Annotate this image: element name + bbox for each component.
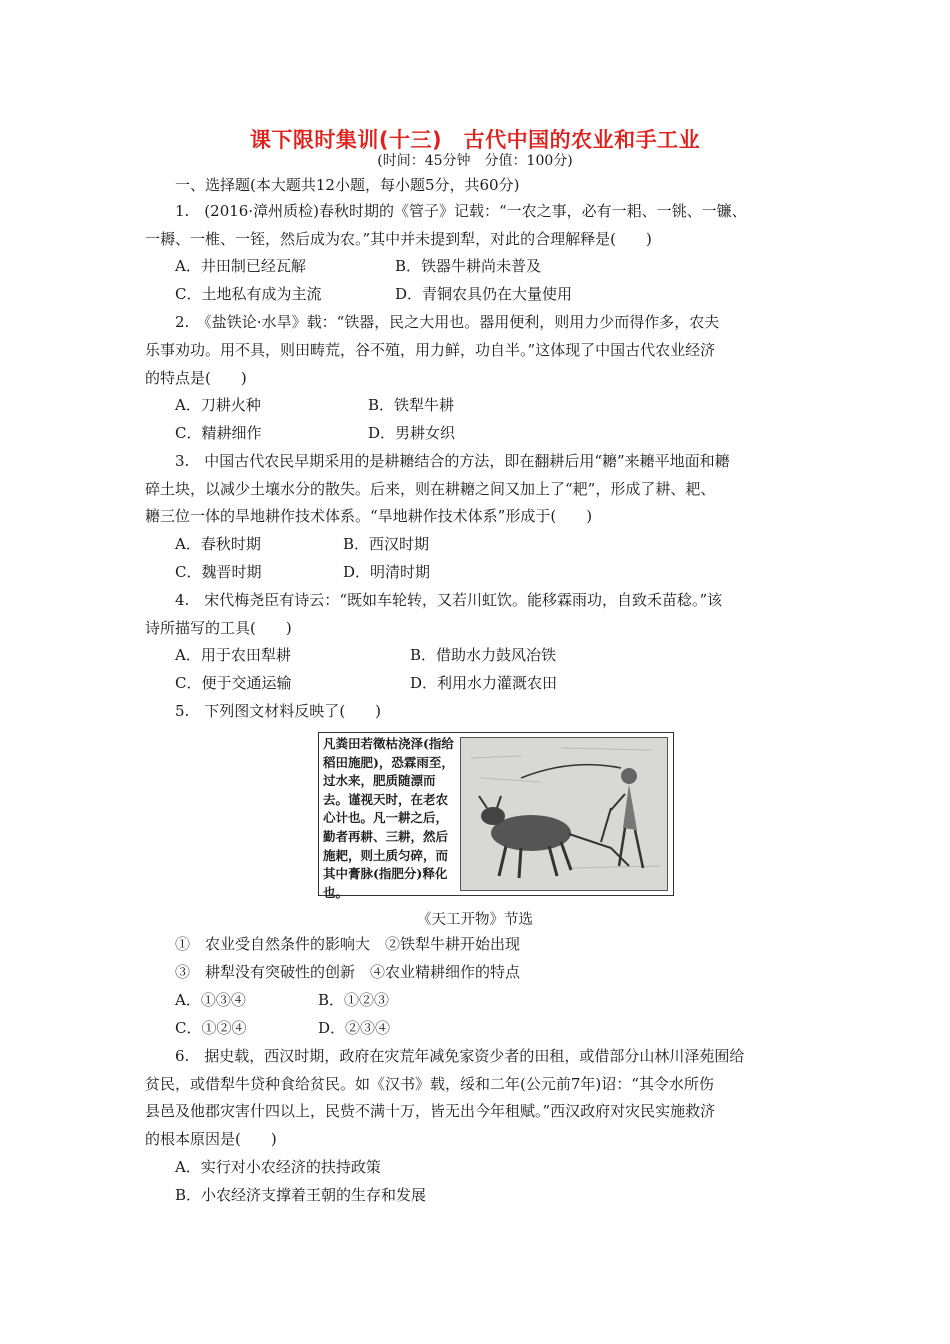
- question-1-line-2: 一耨、一椎、一铚，然后成为农。”其中并未提到犁，对此的合理解释是( ): [145, 230, 652, 248]
- figure-excerpt-text: 凡粪田若徵枯浇泽(指给稻田施肥)，恐霖雨至，过水来，肥质随漂而去。谨视天时，在老农心计也。凡一耕之后，勤者再耕、三耕，然后施耙，则土质匀碎，而其中膏脉(指肥分)释化也。: [323, 736, 454, 900]
- question-3-line-1: 3. 中国古代农民早期采用的是耕耱结合的方法，即在翻耕后用“耱”来耱平地面和耱: [175, 452, 730, 470]
- question-4-option-c: C．便于交通运输: [175, 674, 292, 692]
- question-2-option-b: B．铁犁牛耕: [368, 396, 455, 414]
- question-3-option-b: B．西汉时期: [343, 535, 430, 553]
- question-3-option-d: D．明清时期: [343, 563, 431, 581]
- question-5-statement-1: ① 农业受自然条件的影响大 ②铁犁牛耕开始出现: [175, 935, 521, 953]
- question-4-line-2: 诗所描写的工具( ): [145, 619, 292, 637]
- question-3-line-2: 碎土块，以减少土壤水分的散失。后来，则在耕耱之间又加上了“耙”，形成了耕、耙、: [145, 480, 716, 498]
- question-2-option-c: C．精耕细作: [175, 424, 262, 442]
- question-3-line-3: 耱三位一体的旱地耕作技术体系。“旱地耕作技术体系”形成于( ): [145, 507, 593, 525]
- question-1-option-c: C．土地私有成为主流: [175, 285, 322, 303]
- page-title: 课下限时集训(十三) 古代中国的农业和手工业: [249, 128, 701, 152]
- question-1-option-d: D．青铜农具仍在大量使用: [395, 285, 573, 303]
- question-5-option-d: D．②③④: [318, 1019, 391, 1037]
- question-5-option-b: B．①②③: [318, 991, 390, 1009]
- question-1-option-b: B．铁器牛耕尚未普及: [395, 257, 542, 275]
- question-2-line-2: 乐事劝功。用不具，则田畴荒，谷不殖，用力鲜，功自半。”这体现了中国古代农业经济: [145, 341, 716, 359]
- question-3-option-c: C．魏晋时期: [175, 563, 262, 581]
- question-6-line-1: 6. 据史载，西汉时期，政府在灾荒年减免家资少者的田租，或借部分山林川泽苑囿给: [175, 1047, 745, 1065]
- question-4-option-d: D．利用水力灌溉农田: [410, 674, 558, 692]
- question-4-line-1: 4. 宋代梅尧臣有诗云：“既如车轮转，又若川虹饮。能移霖雨功，自致禾苗稔。”该: [175, 591, 723, 609]
- ox-plough-illustration: [460, 737, 668, 891]
- question-1-option-a: A．井田制已经瓦解: [175, 257, 306, 275]
- question-5-statement-2: ③ 耕犁没有突破性的创新 ④农业精耕细作的特点: [175, 963, 521, 981]
- figure-caption: 《天工开物》节选: [417, 912, 533, 928]
- page-subtitle: (时间：45分钟 分值：100分): [377, 153, 573, 169]
- question-2-option-a: A．刀耕火种: [175, 396, 261, 414]
- question-2-line-1: 2. 《盐铁论·水旱》载：“铁器，民之大用也。器用便利，则用力少而得作多，农夫: [175, 313, 720, 331]
- tiangong-kaiwu-figure: [318, 732, 674, 900]
- question-6-line-3: 县邑及他郡灾害什四以上，民赀不满十万，皆无出今年租赋。”西汉政府对灾民实施救济: [145, 1102, 716, 1120]
- question-2-line-3: 的特点是( ): [145, 369, 247, 387]
- question-5-option-c: C．①②④: [175, 1019, 247, 1037]
- question-6-line-2: 贫民，或借犁牛贷种食给贫民。如《汉书》载，绥和二年(公元前7年)诏：“其令水所伤: [145, 1075, 714, 1093]
- section-heading: 一、选择题(本大题共12小题，每小题5分，共60分): [175, 176, 520, 194]
- question-6-line-4: 的根本原因是( ): [145, 1130, 277, 1148]
- question-3-option-a: A．春秋时期: [175, 535, 261, 553]
- question-4-option-a: A．用于农田犁耕: [175, 646, 291, 664]
- question-6-option-b: B．小农经济支撑着王朝的生存和发展: [175, 1186, 427, 1204]
- question-4-option-b: B．借助水力鼓风冶铁: [410, 646, 557, 664]
- question-5-option-a: A．①③④: [175, 991, 246, 1009]
- question-6-option-a: A．实行对小农经济的扶持政策: [175, 1158, 381, 1176]
- question-1-line-1: 1. (2016·漳州质检)春秋时期的《管子》记载：“一农之事，必有一耜、一铫、一镰、: [175, 202, 747, 220]
- question-2-option-d: D．男耕女织: [368, 424, 456, 442]
- question-5-line-1: 5. 下列图文材料反映了( ): [175, 702, 382, 720]
